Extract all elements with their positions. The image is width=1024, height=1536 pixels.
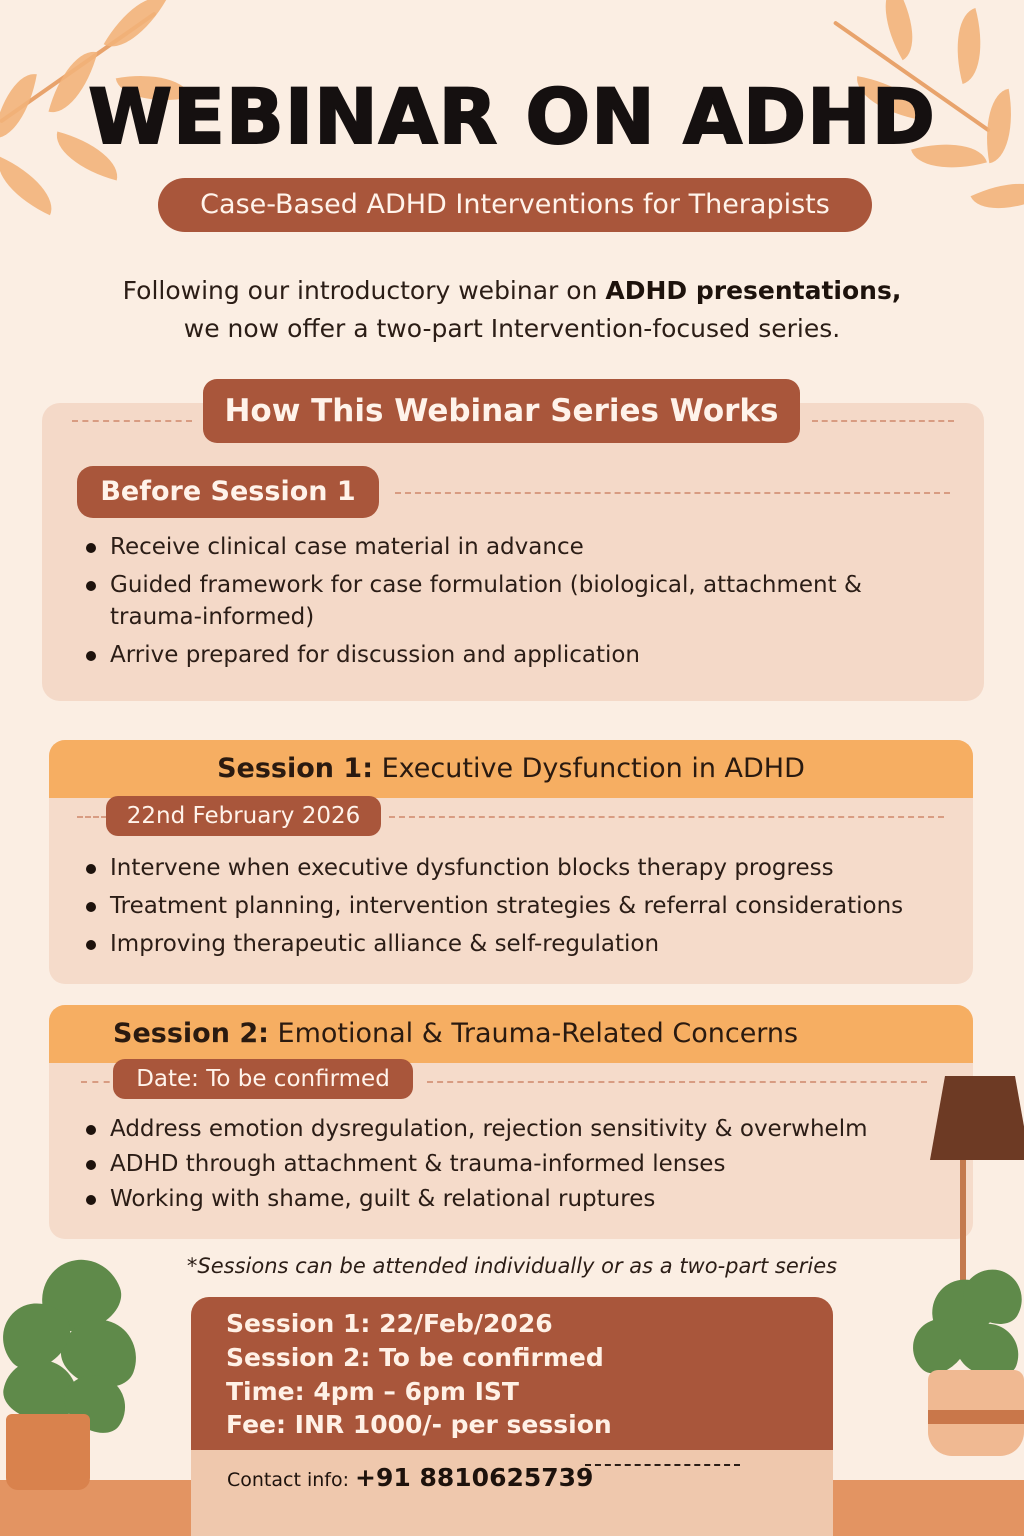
bullet-icon — [86, 1160, 96, 1170]
session-2-date-text: Session 2: To be confirmed — [226, 1343, 604, 1372]
session-1-label: Session 1: — [217, 753, 374, 784]
session-2-label: Session 2: — [113, 1018, 269, 1049]
intro-text: Following our introductory webinar on — [122, 276, 606, 305]
list-item-text: Working with shame, guilt & relational ruptures — [110, 1186, 656, 1212]
page-title: WEBINAR ON ADHD — [88, 72, 936, 161]
intro-line-1 — [60, 272, 964, 310]
list-item — [86, 852, 956, 884]
list-item-text: Address emotion dysregulation, rejection sensitivity & overwhelm — [110, 1116, 868, 1142]
list-item — [86, 1148, 946, 1180]
divider — [395, 492, 950, 494]
session-2-title — [49, 1005, 973, 1063]
session-2-card — [49, 1005, 973, 1239]
divider — [812, 420, 954, 422]
contact-info — [227, 1463, 593, 1492]
list-item-text: Improving therapeutic alliance & self-regulation — [110, 931, 660, 957]
bullet-icon — [86, 864, 96, 874]
session-1-title — [49, 740, 973, 798]
session-1-title-text: Executive Dysfunction in ADHD — [373, 753, 805, 784]
list-item-text: Receive clinical case material in advance — [110, 534, 584, 560]
before-session-list — [86, 531, 906, 677]
divider — [77, 816, 107, 818]
intro-line-2: we now offer a two-part Intervention-focused series. — [183, 314, 841, 343]
bullet-icon — [86, 543, 96, 553]
plant-left-icon — [0, 1250, 140, 1490]
contact-phone[interactable]: +91 8810625739 — [355, 1463, 594, 1492]
session-1-list — [86, 852, 956, 966]
bullet-icon — [86, 1195, 96, 1205]
bullet-icon — [86, 902, 96, 912]
list-item-text: Treatment planning, intervention strategies & referral considerations — [110, 893, 904, 919]
session-2-date-pill: Date: To be confirmed — [113, 1059, 413, 1099]
divider — [72, 420, 192, 422]
list-item-text: Arrive prepared for discussion and application — [110, 642, 641, 668]
pot-stripe-decoration — [928, 1410, 1024, 1424]
session-2-title-text: Emotional & Trauma-Related Concerns — [268, 1018, 799, 1049]
divider — [389, 816, 944, 818]
list-item — [86, 569, 906, 633]
fee-text: Fee: INR 1000/- per session — [226, 1410, 612, 1439]
session-1-date-text: Session 1: 22/Feb/2026 — [226, 1309, 553, 1338]
list-item — [86, 531, 906, 563]
list-item — [86, 639, 906, 671]
lamp-icon — [930, 1076, 1024, 1160]
bullet-icon — [86, 940, 96, 950]
list-item — [86, 1183, 946, 1215]
before-session-label: Before Session 1 — [77, 466, 379, 518]
contact-label: Contact info: — [227, 1469, 356, 1491]
bullet-icon — [86, 581, 96, 591]
plant-right-icon — [910, 1270, 1024, 1486]
list-item-text: Intervene when executive dysfunction blocks therapy progress — [110, 855, 834, 881]
list-item — [86, 928, 956, 960]
list-item — [86, 890, 956, 922]
session-1-date-pill: 22nd February 2026 — [106, 796, 381, 836]
divider — [427, 1081, 927, 1083]
list-item — [86, 1113, 946, 1145]
list-item-text: ADHD through attachment & trauma-informed lenses — [110, 1151, 726, 1177]
time-text: Time: 4pm – 6pm IST — [226, 1377, 519, 1406]
bullet-icon — [86, 1125, 96, 1135]
session-2-list — [86, 1113, 946, 1221]
attendance-note: *Sessions can be attended individually or as a two-part series — [186, 1254, 838, 1278]
how-it-works-heading: How This Webinar Series Works — [203, 379, 800, 443]
session-1-card — [49, 740, 973, 984]
subtitle-pill: Case-Based ADHD Interventions for Therapists — [158, 178, 872, 232]
list-item-text: Guided framework for case formulation (biological, attachment & trauma-informed) — [110, 572, 862, 630]
bullet-icon — [86, 651, 96, 661]
intro-bold-text: ADHD presentations, — [605, 276, 902, 305]
details-box — [191, 1297, 833, 1536]
divider — [585, 1464, 740, 1466]
